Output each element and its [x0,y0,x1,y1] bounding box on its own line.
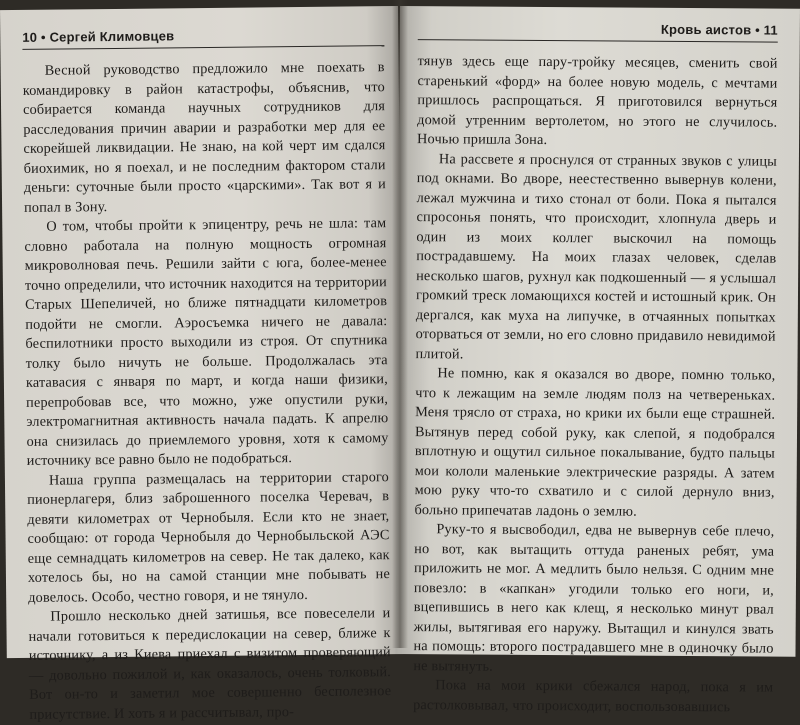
left-page-body [23,58,392,725]
paragraph: Не помню, как я оказался во дворе, помню только, что к лежащим на земле людям полз на четвереньках. Меня трясло от страха, но крики их были еще страшней. Вытянув перед собой руку, как слепой, я подобрался вплотную и ощутил сильное покалывание, будто пальцы мои кололи маленькие электрические разряды. А затем мою руку что-то схватило и с силой дернуло вниз, больно припечатав ладонь о землю. [414,365,776,520]
paragraph-continued: тянув здесь еще пару-тройку месяцев, сменить свой старенький «форд» на более новую модель, с мечтами пришлось распрощаться. Я приготовился вернуться домой утренним вертолетом, но этого не случилось. Ночью пришла Зона. [417,53,778,149]
paragraph: Руку-то я высвободил, едва не вывернув себе плечо, но вот, как вытащить оттуда раненых ребят, ума приложить не мог. А медлить было нельзя. С одним мне повезло: в «капкан» угодили только его ноги, и, вцепившись в него как клещ, я несколько минут рвал жилы, вытягивая его наружу. Вытащил и кинулся звать на помощь: второго пострадавшего мне в одиночку было не вытянуть. [413,521,775,675]
paragraph: Прошло несколько дней затишья, все повеселели и начали готовиться к передислокации на север, ближе к источнику, а из Киева приехал с визитом проверяющий — довольно пожилой и, как оказалось, очень толковый. Вот он-то и заметил мое совершенно бесполезное присутствие. И хоть я и рассчитывал, про- [28,605,392,723]
left-page [0,6,405,723]
right-page [395,6,800,715]
paragraph: О том, чтобы пройти к эпицентру, речь не шла: там словно работала на полную мощность огромная микроволновая печь. Решили зайти с юга, более-менее точно определили, что источник находится на территории Старых Шепеличей, но ближе пятнадцати километров подойти не смогли. Аэросъемка ничего не давала: беспилотники просто выходили из строя. От спутника толку было ничуть не больше. Продолжалась эта катавасия с января по март, и когда наши физики, перепробовав все, что можно, уже опустили руки, электромагнитная активность начала падать. К апрелю она снизилась до приемлемого уровня, хотя к самому источнику все равно было не подобраться. [24,215,389,469]
running-head-left: 10 • Сергей Климовцев [22,26,384,50]
paragraph: Пока на мои крики сбежался народ, пока я им растолковывал, что происходит, воспользовавшись [413,677,774,715]
running-head-right: Кровь аистов • 11 [418,20,778,43]
right-page-body [413,52,778,717]
paragraph: На рассвете я проснулся от странных звуков с улицы под окнами. Во дворе, неестественно вывернув колени, лежал мужчина и тихо стонал от боли. Пока я пытался спросонья понять, что происходит, хлопнула дверь и один из моих коллег выскочил на помощь пострадавшему. На моих глазах человек, сделав несколько шагов, рухнул как подкошенный — я услышал громкий треск ломающихся костей и истошный крик. Он дергался, как муха на липучке, в отчаянных попытках оторваться от земли, но его словно придавило невидимой плитой. [415,150,777,362]
paragraph: Весной руководство предложило мне поехать в командировку в район катастрофы, объяснив, что собирается команда научных сотрудников для расследования причин аварии и разработки мер для ее скорейшей ликвидации. Не знаю, на кой черт им сдался биохимик, но я поехал, и не последним фактором стали деньги: суточные были просто «царскими». Так вот я и попал в Зону. [22,59,386,216]
paragraph: Наша группа размещалась на территории старого пионерлагеря, близ заброшенного поселка Черевач, в девяти километрах от Чернобыля. Если кто не знает, сообщаю: от города Чернобыля до Чернобыльской АЭС еще семнадцать километров на север. Не так далеко, как хотелось бы, но на самой станции мне побывать не довелось. Особо, честно говоря, и не тянуло. [27,468,391,606]
